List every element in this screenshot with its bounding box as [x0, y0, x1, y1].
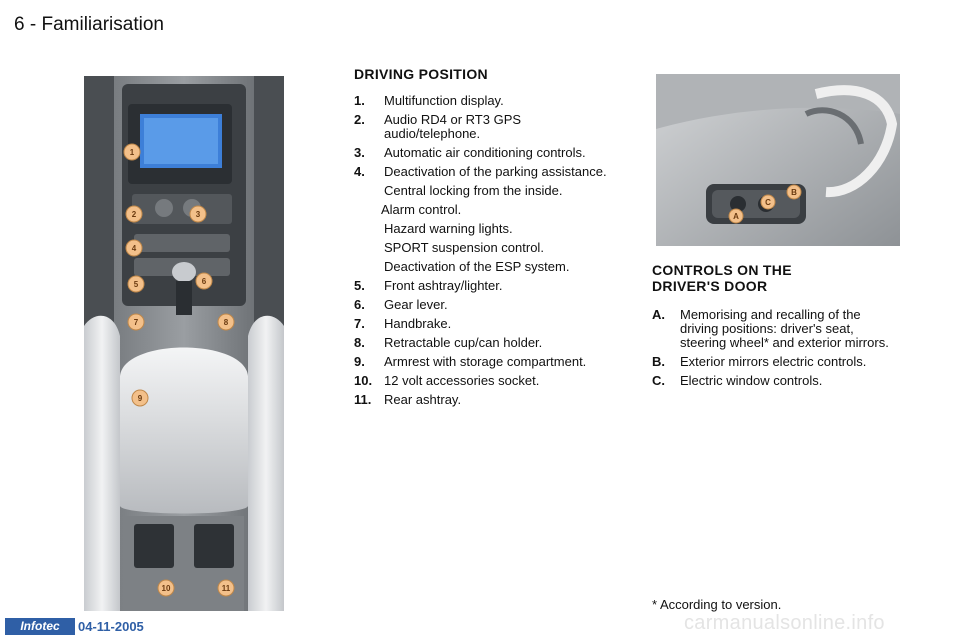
driving-position-section: [354, 66, 619, 412]
callout-7: 7: [133, 318, 139, 327]
list-item: 10. 12 volt accessories socket.: [354, 373, 540, 388]
list-item: 1. Multifunction display.: [354, 93, 504, 108]
header-separator: -: [29, 14, 37, 35]
callout-b: B: [791, 188, 797, 197]
sub-item: Deactivation of the ESP system.: [384, 259, 570, 274]
document-date: 04-11-2005: [78, 619, 144, 634]
callout-a: A: [733, 212, 739, 221]
door-controls-section: [652, 262, 892, 393]
callout-8: 8: [223, 318, 229, 327]
callout-9: 9: [137, 394, 143, 403]
callout-1: 1: [129, 148, 135, 157]
list-item: 9. Armrest with storage compartment.: [354, 354, 587, 369]
list-item: 4. Deactivation of the parking assistance.: [354, 164, 607, 179]
callout-c: C: [765, 198, 771, 207]
callout-2: 2: [131, 210, 137, 219]
list-item: 7. Handbrake.: [354, 316, 452, 331]
list-item: 11. Rear ashtray.: [354, 392, 462, 407]
list-item: 2. Audio RD4 or RT3 GPS audio/telephone.: [354, 112, 522, 141]
callout-11: 11: [221, 584, 231, 593]
driving-position-photo: [84, 76, 284, 611]
callout-5: 5: [133, 280, 139, 289]
footnote: * According to version.: [652, 597, 782, 612]
list-item: 5. Front ashtray/lighter.: [354, 278, 503, 293]
callout-4: 4: [131, 244, 137, 253]
watermark: carmanualsonline.info: [684, 612, 885, 634]
sub-item: Central locking from the inside.: [384, 183, 563, 198]
sub-item: Hazard warning lights.: [384, 221, 513, 236]
list-item: C. Electric window controls.: [652, 373, 823, 388]
list-item: B. Exterior mirrors electric controls.: [652, 354, 867, 369]
callout-3: 3: [195, 210, 201, 219]
driving-position-title: DRIVING POSITION: [354, 66, 488, 82]
driving-position-list: [354, 94, 619, 407]
page-header: [14, 14, 164, 36]
page-number: 6: [14, 14, 25, 35]
page-title: Familiarisation: [41, 14, 164, 35]
sub-item: SPORT suspension control.: [384, 240, 544, 255]
list-item: 3. Automatic air conditioning controls.: [354, 145, 586, 160]
list-item: 6. Gear lever.: [354, 297, 448, 312]
callout-6: 6: [201, 277, 207, 286]
door-controls-title: CONTROLS ON THE DRIVER'S DOOR: [652, 262, 792, 294]
driver-door-photo: [656, 74, 900, 246]
brand-logo: Infotec: [5, 618, 75, 635]
list-item: 8. Retractable cup/can holder.: [354, 335, 543, 350]
list-item: A. Memorising and recalling of the driving positions: driver's seat, steering wheel* and exterior mirrors.: [652, 307, 889, 350]
sub-item: Alarm control.: [381, 202, 462, 217]
callout-10: 10: [161, 584, 171, 593]
